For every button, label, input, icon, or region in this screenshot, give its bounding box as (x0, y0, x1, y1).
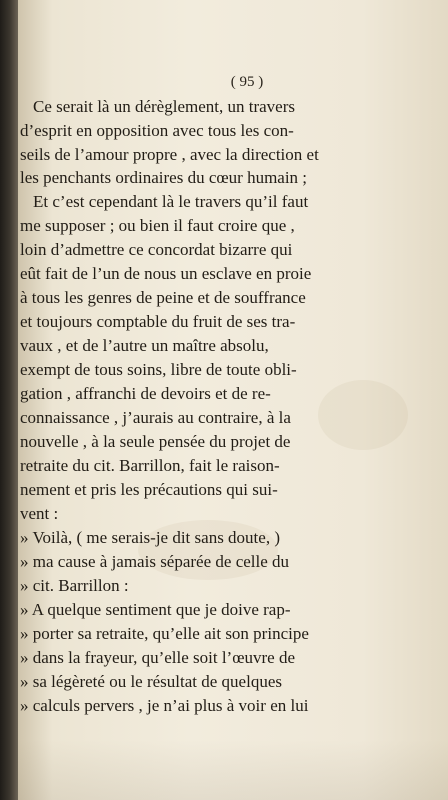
text-line: nement et pris les précautions qui sui- (20, 480, 278, 499)
text-line: » cit. Barrillon : (20, 576, 129, 595)
text-line: » porter sa retraite, qu’elle ait son principe (20, 624, 309, 643)
text-line: » sa légèreté ou le résultat de quelques (20, 672, 282, 691)
text-line: gation , affranchi de devoirs et de re- (20, 384, 271, 403)
text-line: vaux , et de l’autre un maître absolu, (20, 336, 269, 355)
text-line: seils de l’amour propre , avec la direction et (20, 145, 319, 164)
text-line: à tous les genres de peine et de souffrance (20, 288, 306, 307)
book-page (18, 0, 448, 800)
text-line: d’esprit en opposition avec tous les con- (20, 121, 294, 140)
text-line: vent : (20, 504, 59, 523)
text-line: loin d’admettre ce concordat bizarre qui (20, 240, 293, 259)
text-line: les penchants ordinaires du cœur humain ; (20, 168, 308, 187)
text-line: et toujours comptable du fruit de ses tra- (20, 312, 296, 331)
text-line: connaissance , j’aurais au contraire, à la (20, 408, 291, 427)
text-line: » A quelque sentiment que je doive rap- (20, 600, 291, 619)
text-line: Ce serait là un dérèglement, un travers (33, 97, 295, 116)
text-line: » Voilà, ( me serais-je dit sans doute, ) (20, 528, 280, 547)
text-line: exempt de tous soins, libre de toute obli- (20, 360, 297, 379)
text-line: » calculs pervers , je n’ai plus à voir en lui (20, 696, 309, 715)
text-line: » dans la frayeur, qu’elle soit l’œuvre de (20, 648, 295, 667)
text-line: Et c’est cependant là le travers qu’il faut (33, 192, 309, 211)
text-line: » ma cause à jamais séparée de celle du (20, 552, 290, 571)
text-line: eût fait de l’un de nous un esclave en proie (20, 264, 312, 283)
paper-stain (318, 380, 408, 450)
text-line: me supposer ; ou bien il faut croire que , (20, 216, 295, 235)
text-line: retraite du cit. Barrillon, fait le raison- (20, 456, 280, 475)
page-number: ( 95 ) (230, 74, 264, 90)
text-line: nouvelle , à la seule pensée du projet de (20, 432, 291, 451)
